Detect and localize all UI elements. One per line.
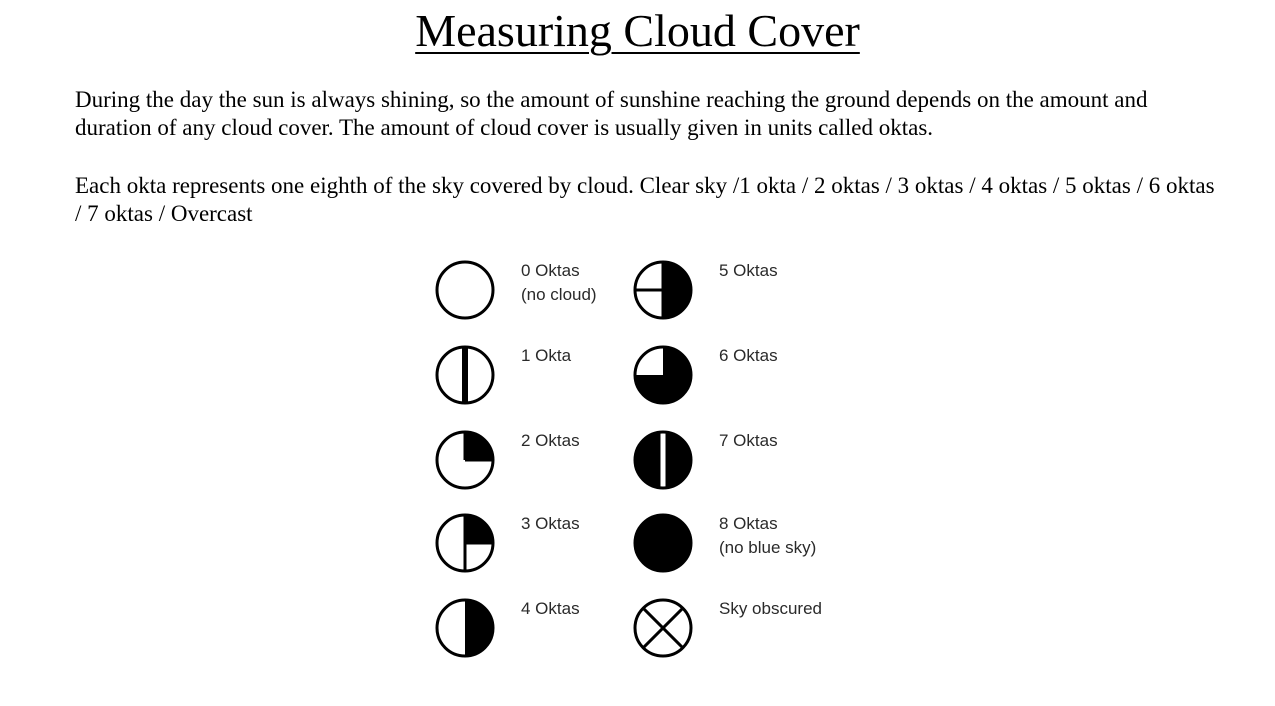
- okta-5-symbol-icon: [633, 260, 693, 320]
- okta-2-label: [521, 429, 580, 453]
- okta-1-symbol-icon: [435, 345, 495, 405]
- okta-6-symbol-icon: [633, 345, 693, 405]
- okta-7-label-line1: 7 Oktas: [719, 431, 778, 450]
- okta-3-symbol-icon: [435, 513, 495, 573]
- okta-0-symbol-icon: [435, 260, 495, 320]
- okta-2-label-line1: 2 Oktas: [521, 431, 580, 450]
- okta-6-label: [719, 344, 778, 368]
- okta-1-label: [521, 344, 571, 368]
- okta-8-label: [719, 512, 816, 560]
- okta-4-symbol-icon: [435, 598, 495, 658]
- okta-4-label: [521, 597, 580, 621]
- okta-1-label-line1: 1 Okta: [521, 346, 572, 365]
- okta-8-label-line1: 8 Oktas: [719, 514, 778, 533]
- okta-0-label: [521, 259, 597, 307]
- okta-2-symbol-icon: [435, 430, 495, 490]
- okta-0-label-line2: (no cloud): [521, 285, 597, 304]
- okta-definition-paragraph: Each okta represents one eighth of the sky covered by cloud. Clear sky /1 okta / 2 oktas / 3 oktas / 4 oktas / 5 oktas / 6 oktas / 7 oktas / Overcast: [75, 173, 1215, 226]
- page-title: [0, 4, 1275, 57]
- intro-paragraph: During the day the sun is always shining, so the amount of sunshine reaching the ground depends on the amount and duration of any cloud cover. The amount of cloud cover is usually given in units called oktas.: [75, 87, 1148, 140]
- okta-3-label-line1: 3 Oktas: [521, 514, 580, 533]
- okta-7-symbol-icon: [633, 430, 693, 490]
- page-title-text: Measuring Cloud Cover: [415, 5, 860, 56]
- okta-6-label-line1: 6 Oktas: [719, 346, 778, 365]
- okta-5-label-line1: 5 Oktas: [719, 261, 778, 280]
- okta-8-symbol-icon: [633, 513, 693, 573]
- sky-obscured-label-line1: Sky obscured: [719, 599, 822, 618]
- okta-5-label: [719, 259, 778, 283]
- okta-8-label-line2: (no blue sky): [719, 538, 817, 557]
- okta-3-label: [521, 512, 580, 536]
- sky-obscured-label: [719, 597, 822, 621]
- okta-7-label: [719, 429, 778, 453]
- sky-obscured-symbol-icon: [633, 598, 693, 658]
- okta-0-label-line1: 0 Oktas: [521, 261, 580, 280]
- okta-4-label-line1: 4 Oktas: [521, 599, 580, 618]
